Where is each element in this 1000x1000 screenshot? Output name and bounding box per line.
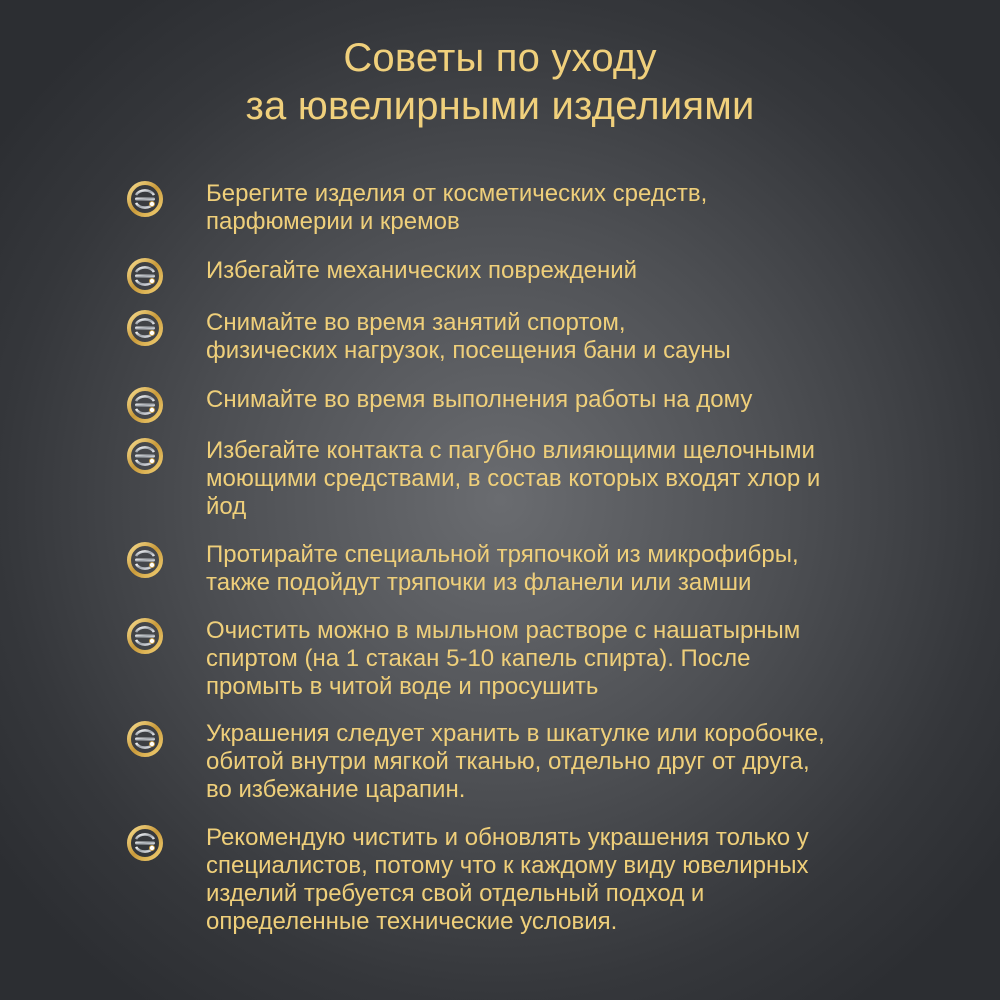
tip-text: Избегайте механических повреждений — [206, 257, 638, 284]
tip-item — [0, 541, 1000, 596]
tip-text: Снимайте во время выполнения работы на дому — [206, 386, 753, 413]
tip-text: Избегайте контакта с пагубно влияющими щелочными моющими средствами, в состав которых входят хлор и йод — [206, 437, 821, 520]
tip-item — [0, 257, 1000, 284]
tip-item — [0, 617, 1000, 700]
tip-text: Снимайте во время занятий спортом, физических нагрузок, посещения бани и сауны — [206, 309, 731, 364]
tip-item — [0, 824, 1000, 935]
jewelry-ring-icon — [126, 541, 164, 579]
tip-text: Берегите изделия от косметических средств, парфюмерии и кремов — [206, 180, 708, 235]
tip-item — [0, 437, 1000, 520]
tip-item — [0, 720, 1000, 803]
jewelry-ring-icon — [126, 257, 164, 295]
tip-item — [0, 386, 1000, 413]
tip-text: Рекомендую чистить и обновлять украшения только у специалистов, потому что к каждому виду ювелирных изделий требуется свой отдельный подход и определенные технические условия. — [206, 824, 809, 935]
tip-item — [0, 309, 1000, 364]
jewelry-ring-icon — [126, 386, 164, 424]
tip-text: Очистить можно в мыльном растворе с нашатырным спиртом (на 1 стакан 5-10 капель спирта). После промыть в читой воде и просушить — [206, 617, 801, 700]
title-line-1: Советы по уходу — [343, 36, 657, 80]
page-title — [0, 34, 1000, 130]
jewelry-ring-icon — [126, 617, 164, 655]
jewelry-ring-icon — [126, 437, 164, 475]
tip-text: Протирайте специальной тряпочкой из микрофибры, также подойдут тряпочки из фланели или замши — [206, 541, 799, 596]
jewelry-ring-icon — [126, 824, 164, 862]
title-line-2: за ювелирными изделиями — [245, 84, 755, 128]
jewelry-ring-icon — [126, 720, 164, 758]
jewelry-ring-icon — [126, 180, 164, 218]
jewelry-ring-icon — [126, 309, 164, 347]
tip-item — [0, 180, 1000, 235]
tip-text: Украшения следует хранить в шкатулке или коробочке, обитой внутри мягкой тканью, отдельно друг от друга, во избежание царапин. — [206, 720, 825, 803]
